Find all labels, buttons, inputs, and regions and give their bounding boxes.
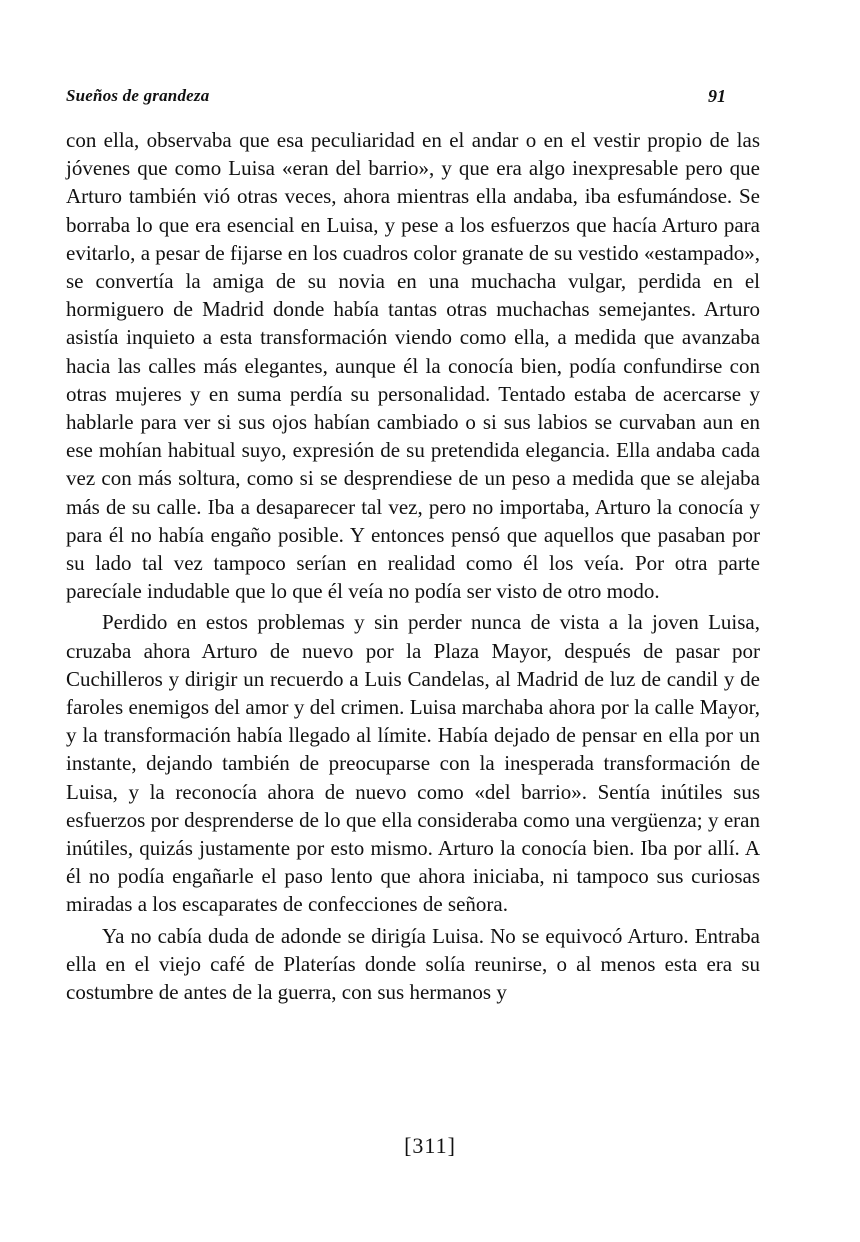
running-title: Sueños de grandeza [66, 86, 210, 105]
paragraph: Ya no cabía duda de adonde se dirigía Luisa. No se equivocó Arturo. Entraba ella en el viejo café de Platerías donde solía reunirse, o al menos esta era su costumbre de antes de la guerra, con sus hermanos y [66, 923, 760, 1005]
page-number: 91 [708, 86, 726, 106]
paragraph: con ella, observaba que esa peculiaridad en el andar o en el vestir propio de las jóvenes que como Luisa «eran del barrio», y que era algo inexpresable pero que Arturo también vió otras veces, ahora mientras ella andaba, iba esfumándose. Se borraba lo que era esencial en Luisa, y pese a los esfuerzos que hacía Arturo para evitarlo, a pesar de fijarse en los cuadros color granate de su vestido «estampado», se convertía la amiga de su novia en una muchacha vulgar, perdida en el hormiguero de Madrid donde había tantas otras muchachas semejantes. Arturo asistía inquieto a esta transformación viendo como ella, a medida que avanzaba hacia las calles más elegantes, aunque él la conocía bien, podía confundirse con otras mujeres y en suma perdía su personalidad. Tentado estaba de acercarse y hablarle para ver si sus ojos habían cambiado o si sus labios se curvaban aun en ese mohían habitual suyo, expresión de su pretendida elegancia. Ella andaba cada vez con más soltura, como si se desprendiese de un peso a medida que se alejaba más de su calle. Iba a desaparecer tal vez, pero no importaba, Arturo la conocía y para él no había engaño posible. Y entonces pensó que aquellos que pasaban por su lado tal vez tampoco serían en realidad como él los veía. Por otra parte parecíale indudable que lo que él veía no podía ser visto de otro modo. [66, 128, 760, 604]
paragraph: Perdido en estos problemas y sin perder nunca de vista a la joven Luisa, cruzaba ahora Arturo de nuevo por la Plaza Mayor, después de pasar por Cuchilleros y dirigir un recuerdo a Luis Candelas, al Madrid de luz de candil y de faroles enemigos del amor y del crimen. Luisa marchaba ahora por la calle Mayor, y la transformación había llegado al límite. Había dejado de pensar en ella por un instante, dejando también de preocuparse con la inesperada transformación de Luisa, y la reconocía ahora de nuevo como «del barrio». Sentía inútiles sus esfuerzos por desprenderse de lo que ella consideraba como una vergüenza; y eran inútiles, quizás justamente por esto mismo. Arturo la conocía bien. Iba por allí. A él no podía engañarle el paso lento que ahora iniciaba, ni tampoco sus curiosas miradas a los escaparates de confecciones de señora. [66, 610, 760, 917]
text-body [66, 126, 760, 1006]
sheet-number: [311] [404, 1133, 456, 1158]
